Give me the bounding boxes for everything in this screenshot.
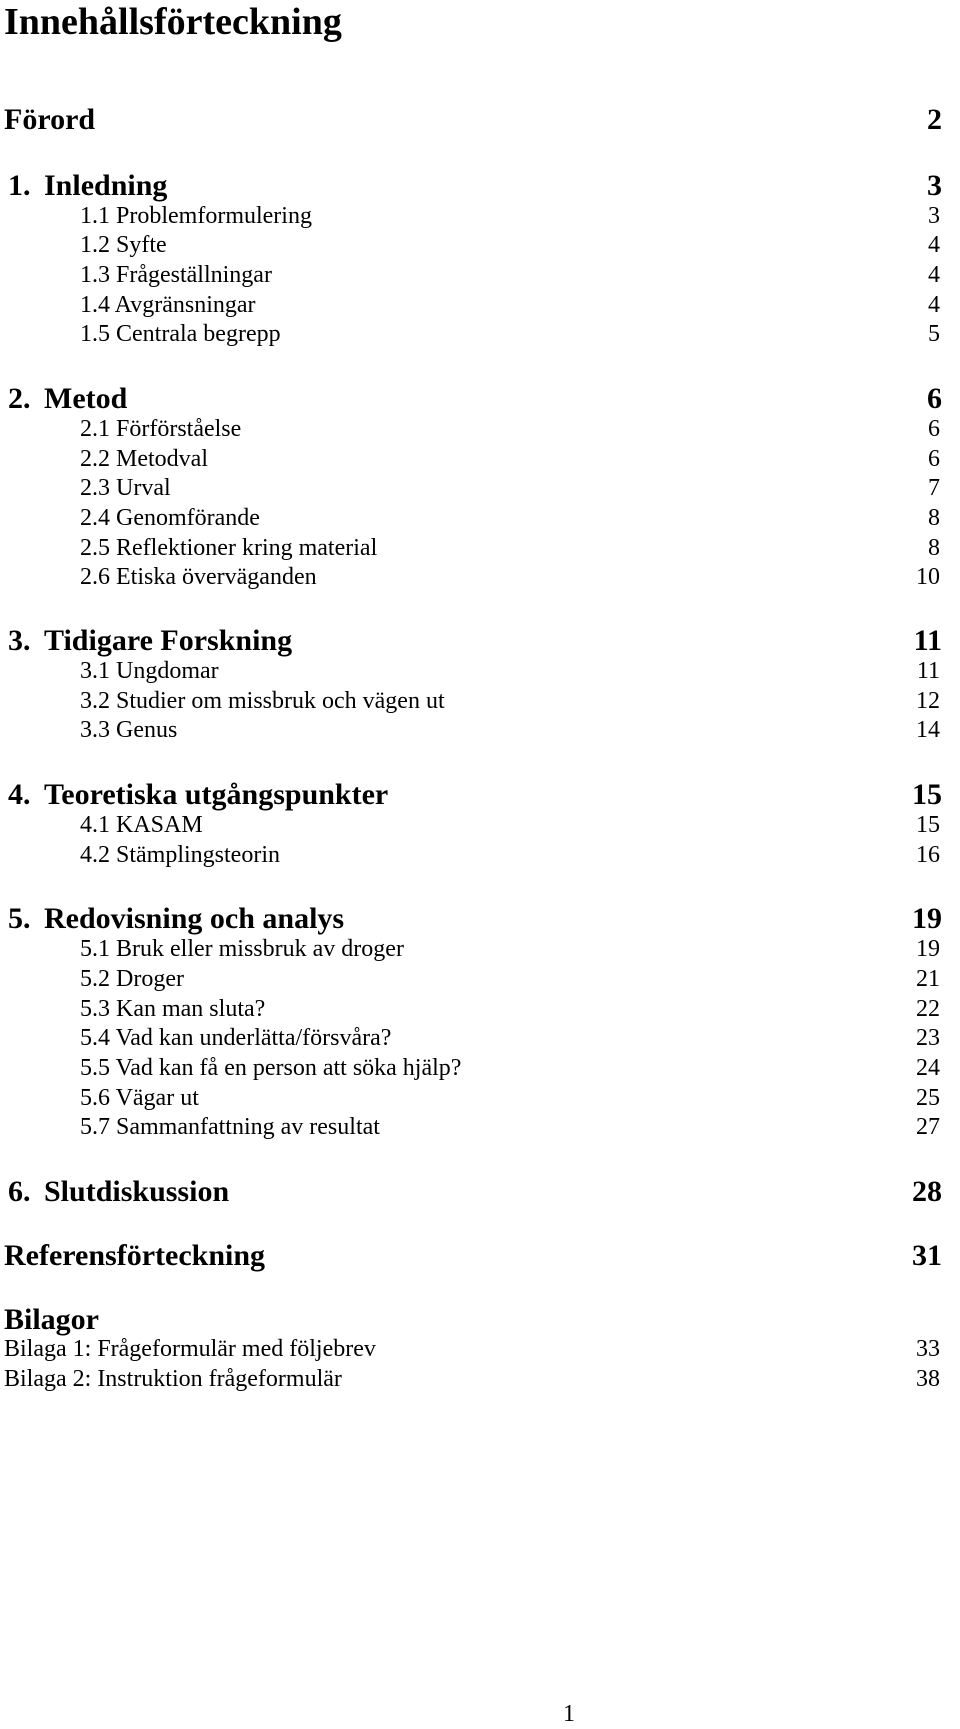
entry-label: Redovisning och analys — [44, 902, 345, 935]
entry-page: 25 — [916, 1085, 940, 1111]
toc-section-4-1 — [80, 810, 952, 840]
toc-appendix-2 — [4, 1364, 952, 1394]
toc-chapter-6 — [4, 1174, 954, 1210]
entry-page: 3 — [927, 169, 942, 202]
toc-chapter-1 — [4, 168, 954, 204]
toc-section-1-4 — [80, 290, 940, 320]
page-number: 1 — [563, 1701, 575, 1727]
entry-label: 2.1 Förförståelse — [80, 416, 242, 442]
entry-label: 2.4 Genomförande — [80, 505, 260, 531]
entry-label: Bilaga 1: Frågeformulär med följebrev — [4, 1336, 376, 1362]
entry-label: 2.2 Metodval — [80, 446, 208, 472]
entry-label: 1.3 Frågeställningar — [80, 262, 272, 288]
entry-page: 21 — [916, 966, 940, 992]
entry-page: 7 — [928, 475, 940, 501]
entry-page: 6 — [927, 382, 942, 415]
chapter-number: 4. — [8, 778, 31, 811]
chapter-number: 1. — [8, 169, 31, 202]
toc-entry-forord — [4, 102, 954, 138]
toc-section-1-1 — [80, 201, 940, 231]
entry-label: 1.5 Centrala begrepp — [80, 321, 281, 347]
toc-section-4-2 — [80, 840, 952, 870]
entry-page: 3 — [928, 203, 940, 229]
page-title: Innehållsförteckning — [4, 1, 342, 43]
entry-label: 4.2 Stämplingsteorin — [80, 842, 280, 868]
entry-label: 3.3 Genus — [80, 717, 178, 743]
entry-label: 4.1 KASAM — [80, 812, 203, 838]
entry-label: Referensförteckning — [4, 1239, 266, 1272]
entry-label: Förord — [4, 103, 96, 136]
entry-label: 1.4 Avgränsningar — [80, 292, 256, 318]
entry-label: Teoretiska utgångspunkter — [44, 778, 389, 811]
entry-page: 5 — [928, 321, 940, 347]
toc-section-1-5 — [80, 319, 940, 349]
entry-label: 3.2 Studier om missbruk och vägen ut — [80, 688, 445, 714]
chapter-number: 3. — [8, 624, 31, 657]
toc-chapter-5 — [4, 901, 954, 937]
entry-page: 15 — [912, 778, 942, 811]
toc-section-5-2 — [80, 964, 952, 994]
toc-section-5-3 — [80, 994, 952, 1024]
toc-section-3-1 — [80, 656, 952, 686]
entry-page: 23 — [916, 1025, 940, 1051]
toc-entry-appendices — [4, 1302, 954, 1338]
entry-label: 5.1 Bruk eller missbruk av droger — [80, 936, 404, 962]
toc-section-2-5 — [80, 533, 940, 563]
toc-section-2-4 — [80, 503, 940, 533]
entry-label: Bilagor — [4, 1303, 99, 1336]
toc-section-2-1 — [80, 414, 940, 444]
entry-label: 5.5 Vad kan få en person att söka hjälp? — [80, 1055, 462, 1081]
toc-entry-references — [4, 1238, 954, 1274]
entry-page: 31 — [912, 1239, 942, 1272]
entry-page: 2 — [927, 103, 942, 136]
entry-label: 5.3 Kan man sluta? — [80, 996, 266, 1022]
entry-page: 4 — [928, 262, 940, 288]
entry-label: Slutdiskussion — [44, 1175, 230, 1208]
entry-label: 3.1 Ungdomar — [80, 658, 219, 684]
entry-label: Tidigare Forskning — [44, 624, 293, 657]
entry-page: 8 — [928, 505, 940, 531]
entry-page: 6 — [928, 446, 940, 472]
entry-page: 38 — [916, 1366, 940, 1392]
entry-label: 2.6 Etiska överväganden — [80, 564, 317, 590]
entry-label: 2.5 Reflektioner kring material — [80, 535, 378, 561]
entry-page: 4 — [928, 232, 940, 258]
entry-page: 19 — [912, 902, 942, 935]
entry-label: Bilaga 2: Instruktion frågeformulär — [4, 1366, 342, 1392]
entry-label: 5.7 Sammanfattning av resultat — [80, 1114, 380, 1140]
toc-section-3-2 — [80, 686, 952, 716]
entry-page: 6 — [928, 416, 940, 442]
entry-page: 24 — [916, 1055, 940, 1081]
toc-section-5-1 — [80, 934, 952, 964]
entry-label: Metod — [44, 382, 128, 415]
toc-chapter-4 — [4, 777, 954, 813]
entry-label: 5.2 Droger — [80, 966, 184, 992]
toc-appendix-1 — [4, 1334, 952, 1364]
toc-section-5-6 — [80, 1083, 952, 1113]
toc-chapter-2 — [4, 381, 954, 417]
entry-label: 1.2 Syfte — [80, 232, 167, 258]
entry-page: 8 — [928, 535, 940, 561]
entry-page: 15 — [916, 812, 940, 838]
toc-section-5-5 — [80, 1053, 952, 1083]
entry-page: 12 — [916, 688, 940, 714]
toc-section-3-3 — [80, 715, 952, 745]
toc-section-2-3 — [80, 473, 940, 503]
entry-label: 1.1 Problemformulering — [80, 203, 312, 229]
entry-page: 28 — [912, 1175, 942, 1208]
chapter-number: 2. — [8, 382, 31, 415]
entry-page: 10 — [916, 564, 940, 590]
entry-page: 19 — [916, 936, 940, 962]
entry-label: 5.6 Vägar ut — [80, 1085, 199, 1111]
entry-page: 22 — [916, 996, 940, 1022]
entry-page: 14 — [916, 717, 940, 743]
entry-label: Inledning — [44, 169, 168, 202]
entry-page: 16 — [916, 842, 940, 868]
toc-section-1-3 — [80, 260, 940, 290]
entry-page: 27 — [916, 1114, 940, 1140]
entry-page: 33 — [916, 1336, 940, 1362]
toc-section-2-6 — [80, 562, 952, 592]
toc-section-5-4 — [80, 1023, 952, 1053]
chapter-number: 5. — [8, 902, 31, 935]
entry-page: 4 — [928, 292, 940, 318]
entry-page: 11 — [916, 658, 940, 684]
toc-chapter-3 — [4, 623, 954, 659]
entry-label: 2.3 Urval — [80, 475, 171, 501]
entry-page: 11 — [913, 624, 942, 657]
chapter-number: 6. — [8, 1175, 31, 1208]
toc-section-2-2 — [80, 444, 940, 474]
toc-section-1-2 — [80, 230, 940, 260]
toc-section-5-7 — [80, 1112, 952, 1142]
entry-label: 5.4 Vad kan underlätta/försvåra? — [80, 1025, 392, 1051]
